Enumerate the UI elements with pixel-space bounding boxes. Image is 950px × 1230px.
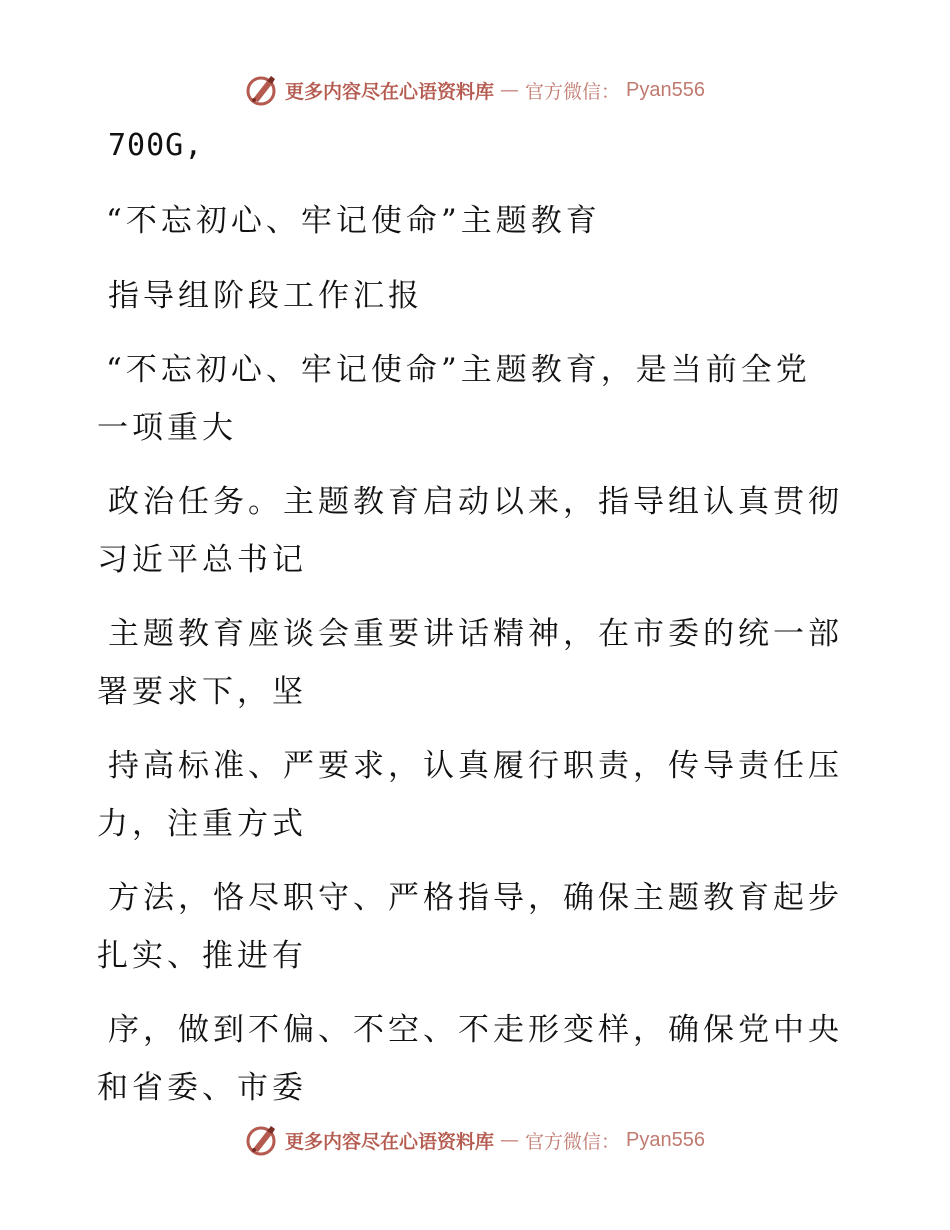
watermark-site-name: 更多内容尽在心语资料库 <box>285 80 495 103</box>
text-line: 方法，恪尽职守、严格指导，确保主题教育起步 <box>108 880 843 916</box>
footer-watermark <box>0 1120 950 1160</box>
text-line: 主题教育座谈会重要讲话精神，在市委的统一部 <box>108 616 843 652</box>
watermark-site-name: 更多内容尽在心语资料库 <box>285 1130 495 1153</box>
watermark-separator: — <box>500 79 520 101</box>
text-line: 一项重大 <box>97 410 237 446</box>
text-line: 力，注重方式 <box>97 806 307 842</box>
text-line: 序，做到不偏、不空、不走形变样，确保党中央 <box>108 1012 843 1048</box>
pen-logo-icon <box>245 1123 279 1157</box>
watermark-label: 官方微信： <box>525 80 621 103</box>
text-line: “不忘初心、牢记使命”主题教育 <box>106 203 601 239</box>
text-line: “不忘初心、牢记使命”主题教育，是当前全党 <box>106 352 811 388</box>
text-line: 700G, <box>108 128 204 163</box>
text-line: 扎实、推进有 <box>97 938 307 974</box>
watermark-wechat-id: Pyan556 <box>626 1128 705 1151</box>
text-line: 和省委、市委 <box>97 1070 307 1106</box>
watermark-wechat-id: Pyan556 <box>626 78 705 101</box>
text-line: 指导组阶段工作汇报 <box>108 278 423 314</box>
text-line: 持高标准、严要求，认真履行职责，传导责任压 <box>108 748 843 784</box>
text-line: 署要求下，坚 <box>97 674 307 710</box>
text-line: 政治任务。主题教育启动以来，指导组认真贯彻 <box>108 484 843 520</box>
watermark-label: 官方微信： <box>525 1130 621 1153</box>
watermark-separator: — <box>500 1129 520 1151</box>
text-line: 习近平总书记 <box>97 542 307 578</box>
